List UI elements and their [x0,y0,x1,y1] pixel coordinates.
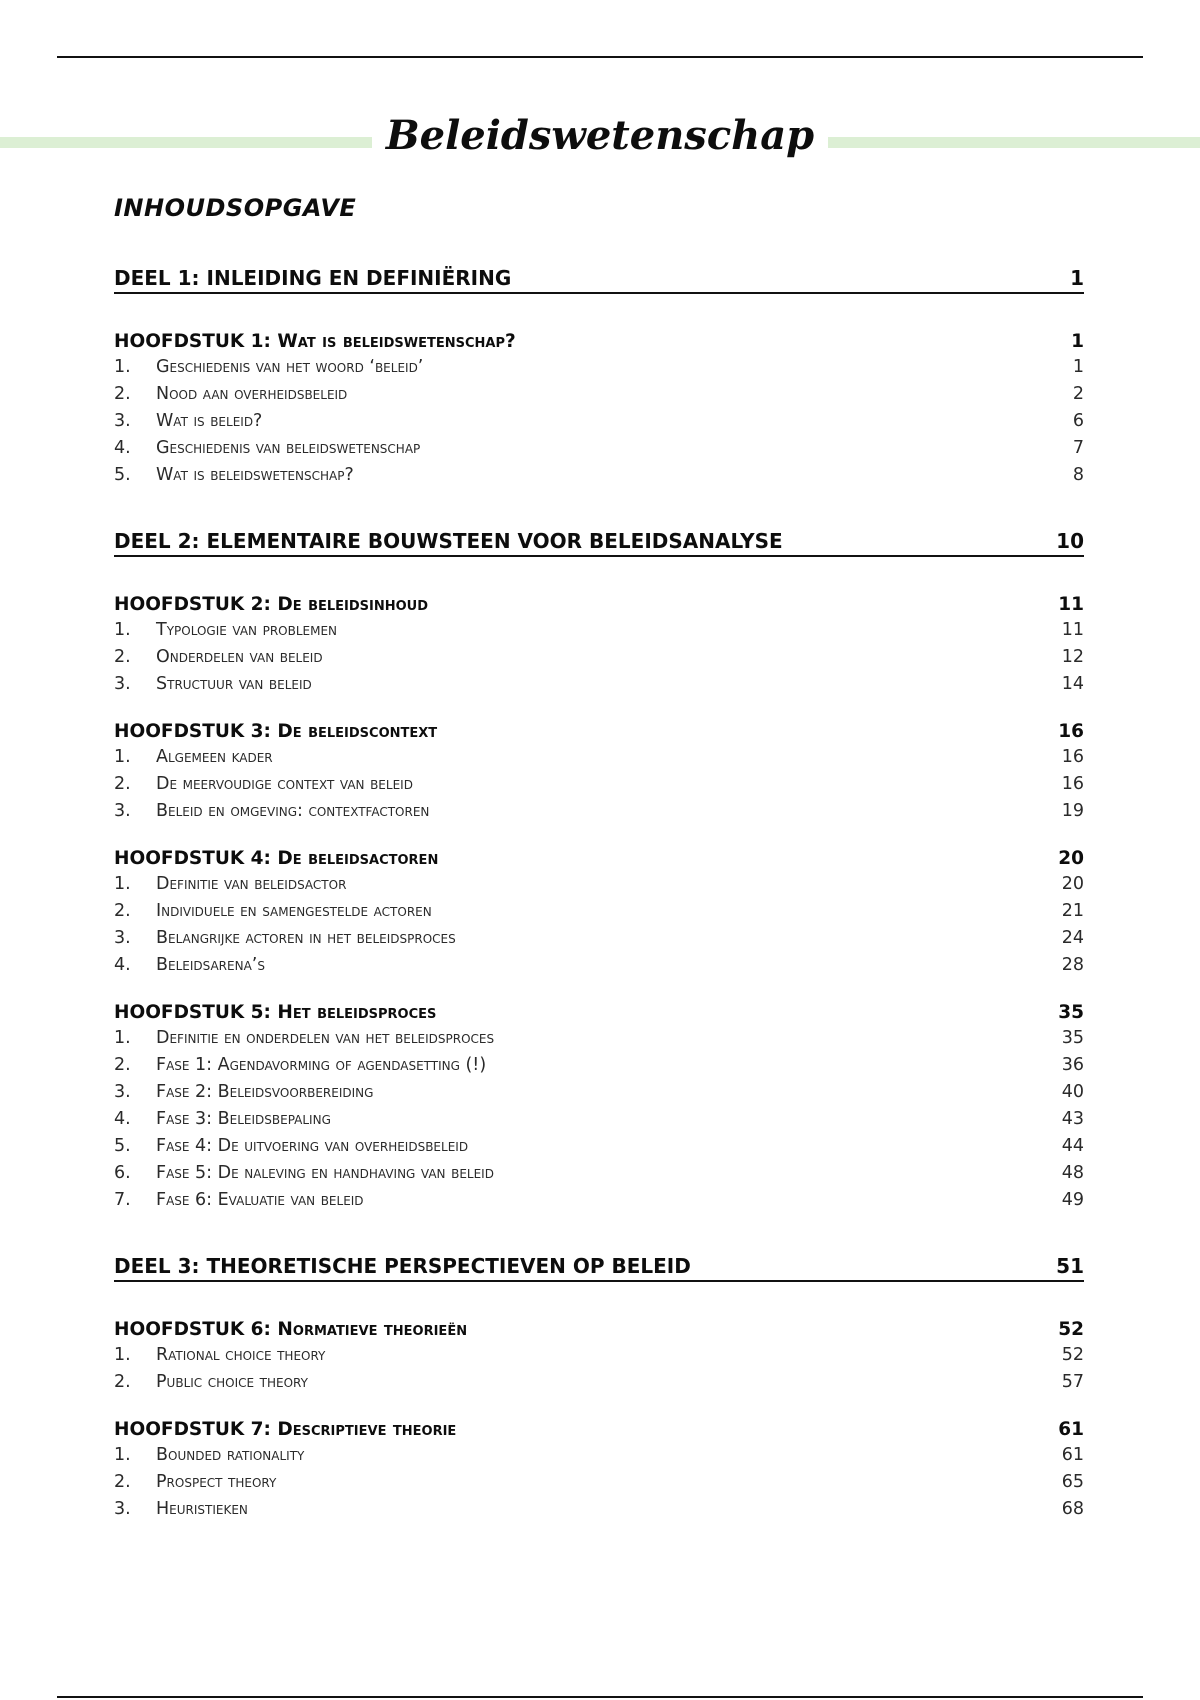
item-number: 3. [114,674,131,694]
toc-item-entry[interactable] [114,408,1084,435]
item-number: 6. [114,1163,131,1183]
item-page-number: 28 [1061,955,1084,975]
spacer [114,1214,1084,1253]
chapter-heading [114,1318,467,1342]
top-rule [57,56,1143,58]
item-number: 3. [114,411,131,431]
chapter-prefix: HOOFDSTUK 5: [114,1002,271,1023]
item-title: Algemeen kader [156,747,273,767]
chapter-page-number: 35 [1058,1002,1084,1023]
toc-item-entry[interactable] [114,1187,1084,1214]
item-heading [114,798,429,825]
toc-item-entry[interactable] [114,898,1084,925]
spacer [114,557,1084,593]
document-title: Beleidswetenschap [0,110,1200,162]
item-heading [114,462,354,489]
item-number: 1. [114,1028,131,1048]
toc-chapter-entry[interactable] [114,1318,1084,1342]
item-page-number: 8 [1072,465,1084,485]
item-title: Geschiedenis van het woord ‘beleid’ [156,357,424,377]
item-page-number: 16 [1061,747,1084,767]
spacer [114,1396,1084,1418]
item-page-number: 40 [1061,1082,1084,1102]
item-title: De meervoudige context van beleid [156,774,413,794]
item-heading [114,1469,276,1496]
toc-item-entry[interactable] [114,1106,1084,1133]
item-page-number: 6 [1072,411,1084,431]
chapter-heading [114,593,428,617]
item-page-number: 43 [1061,1109,1084,1129]
item-page-number: 21 [1061,901,1084,921]
toc-chapter-entry[interactable] [114,1001,1084,1025]
toc-part-entry[interactable] [114,1253,1084,1282]
item-page-number: 68 [1061,1499,1084,1519]
item-number: 4. [114,955,131,975]
item-number: 2. [114,1472,131,1492]
item-title: Prospect theory [156,1472,277,1492]
item-title: Bounded rationality [156,1445,305,1465]
toc-item-entry[interactable] [114,1052,1084,1079]
item-number: 2. [114,384,131,404]
toc-item-entry[interactable] [114,1369,1084,1396]
item-number: 5. [114,1136,131,1156]
item-title: Wat is beleid? [156,411,263,431]
item-number: 3. [114,928,131,948]
item-heading [114,435,420,462]
toc-item-entry[interactable] [114,771,1084,798]
item-page-number: 48 [1061,1163,1084,1183]
item-number: 2. [114,1055,131,1075]
chapter-prefix: HOOFDSTUK 2: [114,594,271,615]
item-page-number: 24 [1061,928,1084,948]
item-heading [114,898,432,925]
item-page-number: 61 [1061,1445,1084,1465]
item-title: Fase 5: De naleving en handhaving van beleid [156,1163,494,1183]
item-heading [114,1133,468,1160]
chapter-page-number: 20 [1058,848,1084,869]
toc-item-entry[interactable] [114,798,1084,825]
part-label: DEEL 3: THEORETISCHE PERSPECTIEVEN OP BELEID [114,1254,691,1278]
item-heading [114,1187,364,1214]
toc-item-entry[interactable] [114,1342,1084,1369]
item-page-number: 1 [1072,357,1084,377]
toc-item-entry[interactable] [114,744,1084,771]
item-heading [114,925,456,952]
item-page-number: 44 [1061,1136,1084,1156]
item-number: 1. [114,1445,131,1465]
item-title: Onderdelen van beleid [156,647,323,667]
item-heading [114,871,346,898]
item-number: 4. [114,1109,131,1129]
item-number: 2. [114,774,131,794]
item-heading [114,671,312,698]
item-title: Nood aan overheidsbeleid [156,384,348,404]
item-number: 1. [114,620,131,640]
item-title: Fase 6: Evaluatie van beleid [156,1190,364,1210]
item-title: Wat is beleidswetenschap? [156,465,354,485]
chapter-prefix: HOOFDSTUK 6: [114,1319,271,1340]
item-number: 7. [114,1190,131,1210]
toc-item-entry[interactable] [114,671,1084,698]
part-page-number: 51 [1056,1254,1084,1278]
item-title: Belangrijke actoren in het beleidsproces [156,928,456,948]
toc-item-entry[interactable] [114,1442,1084,1469]
toc-item-entry[interactable] [114,381,1084,408]
toc-item-entry[interactable] [114,1079,1084,1106]
item-heading [114,771,413,798]
item-title: Structuur van beleid [156,674,312,694]
part-label: DEEL 1: INLEIDING EN DEFINIËRING [114,266,512,290]
spacer [114,979,1084,1001]
chapter-title: Descriptieve theorie [277,1419,457,1440]
item-number: 3. [114,1499,131,1519]
item-page-number: 49 [1061,1190,1084,1210]
chapter-page-number: 52 [1058,1319,1084,1340]
toc-chapter-entry[interactable] [114,1418,1084,1442]
chapter-heading [114,330,516,354]
part-page-number: 10 [1056,529,1084,553]
item-heading [114,644,323,671]
item-page-number: 16 [1061,774,1084,794]
chapter-page-number: 11 [1058,594,1084,615]
item-heading [114,1052,486,1079]
toc-item-entry[interactable] [114,435,1084,462]
spacer [114,698,1084,720]
item-page-number: 36 [1061,1055,1084,1075]
bottom-rule [57,1696,1143,1698]
item-heading [114,952,265,979]
item-page-number: 52 [1061,1345,1084,1365]
toc-chapter-entry[interactable] [114,847,1084,871]
toc-item-entry[interactable] [114,871,1084,898]
chapter-title: Normatieve theorieën [277,1319,468,1340]
chapter-page-number: 61 [1058,1419,1084,1440]
chapter-heading [114,847,438,871]
item-title: Fase 2: Beleidsvoorbereiding [156,1082,374,1102]
toc-item-entry[interactable] [114,617,1084,644]
chapter-page-number: 16 [1058,721,1084,742]
item-heading [114,1025,494,1052]
item-number: 1. [114,1345,131,1365]
toc-chapter-entry[interactable] [114,720,1084,744]
item-title: Definitie van beleidsactor [156,874,347,894]
item-heading [114,1369,308,1396]
toc-chapter-entry[interactable] [114,593,1084,617]
toc-item-entry[interactable] [114,1469,1084,1496]
chapter-title: Wat is beleidswetenschap? [277,331,516,352]
item-title: Fase 4: De uitvoering van overheidsbeleid [156,1136,469,1156]
item-title: Heuristieken [156,1499,248,1519]
item-heading [114,1079,373,1106]
item-page-number: 19 [1061,801,1084,821]
item-number: 1. [114,874,131,894]
item-number: 5. [114,465,131,485]
toc-item-entry[interactable] [114,354,1084,381]
spacer [114,294,1084,330]
item-heading [114,381,347,408]
item-title: Beleid en omgeving: contextfactoren [156,801,430,821]
item-number: 3. [114,1082,131,1102]
toc-heading: INHOUDSOPGAVE [114,194,357,222]
item-title: Rational choice theory [156,1345,326,1365]
toc-item-entry[interactable] [114,1496,1084,1523]
toc-item-entry[interactable] [114,644,1084,671]
toc-item-entry[interactable] [114,952,1084,979]
toc-item-entry[interactable] [114,1025,1084,1052]
spacer [114,825,1084,847]
toc-item-entry[interactable] [114,462,1084,489]
item-page-number: 11 [1061,620,1084,640]
spacer [114,1282,1084,1318]
toc-item-entry[interactable] [114,1160,1084,1187]
part-label: DEEL 2: ELEMENTAIRE BOUWSTEEN VOOR BELEIDSANALYSE [114,529,783,553]
item-heading [114,1160,494,1187]
item-page-number: 12 [1061,647,1084,667]
item-page-number: 7 [1072,438,1084,458]
item-page-number: 2 [1072,384,1084,404]
toc-item-entry[interactable] [114,1133,1084,1160]
item-number: 1. [114,747,131,767]
item-title: Beleidsarena’s [156,955,265,975]
item-heading [114,408,262,435]
chapter-title: De beleidsinhoud [277,594,429,615]
item-title: Typologie van problemen [156,620,338,640]
item-title: Geschiedenis van beleidswetenschap [156,438,421,458]
item-number: 3. [114,801,131,821]
spacer [114,489,1084,528]
chapter-page-number: 1 [1071,331,1084,352]
chapter-prefix: HOOFDSTUK 4: [114,848,271,869]
chapter-prefix: HOOFDSTUK 7: [114,1419,271,1440]
item-title: Fase 3: Beleidsbepaling [156,1109,331,1129]
table-of-contents [114,265,1084,1523]
chapter-heading [114,720,437,744]
item-page-number: 14 [1061,674,1084,694]
item-heading [114,744,273,771]
item-number: 2. [114,647,131,667]
chapter-heading [114,1001,436,1025]
chapter-prefix: HOOFDSTUK 3: [114,721,271,742]
item-title: Public choice theory [156,1372,308,1392]
item-heading [114,1342,325,1369]
item-page-number: 35 [1061,1028,1084,1048]
chapter-heading [114,1418,456,1442]
item-heading [114,1106,331,1133]
item-page-number: 20 [1061,874,1084,894]
toc-chapter-entry[interactable] [114,330,1084,354]
toc-part-entry[interactable] [114,528,1084,557]
item-heading [114,1442,304,1469]
item-heading [114,1496,248,1523]
item-title: Fase 1: Agendavorming of agendasetting (!) [156,1055,487,1075]
item-title: Definitie en onderdelen van het beleidsproces [156,1028,495,1048]
item-number: 4. [114,438,131,458]
item-heading [114,617,337,644]
item-page-number: 65 [1061,1472,1084,1492]
toc-part-entry[interactable] [114,265,1084,294]
chapter-title: De beleidscontext [277,721,438,742]
part-page-number: 1 [1070,266,1084,290]
item-number: 1. [114,357,131,377]
chapter-prefix: HOOFDSTUK 1: [114,331,271,352]
item-title: Individuele en samengestelde actoren [156,901,432,921]
item-heading [114,354,423,381]
item-page-number: 57 [1061,1372,1084,1392]
item-number: 2. [114,901,131,921]
chapter-title: Het beleidsproces [277,1002,437,1023]
toc-item-entry[interactable] [114,925,1084,952]
item-number: 2. [114,1372,131,1392]
chapter-title: De beleidsactoren [277,848,439,869]
